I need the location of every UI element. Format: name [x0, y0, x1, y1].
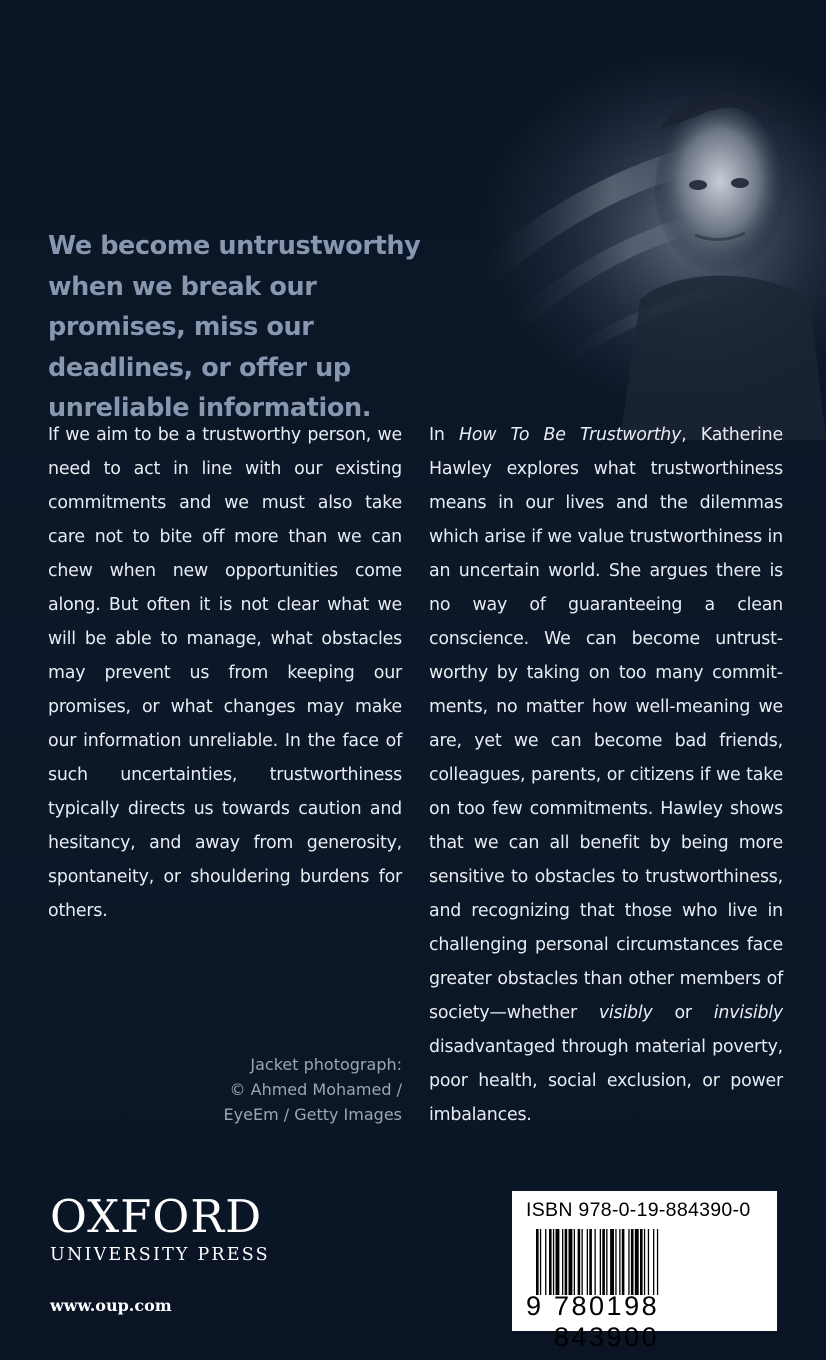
description-right-column: In How To Be Trustworthy, Katherine Hawley explores what trustworthiness means in our lives and the dilemmas which arise if we value trustworthiness in an uncertain world. She argues there is no way of guaranteeing a clean conscience. We can become untrustworthy by taking on too many commitments, no matter how well-meaning we are, yet we can become bad friends, colleagues, parents, or citizens if we take on too few commitments. Hawley shows that we can all benefit by being more sensitive to obstacles to trustworthiness, and recognizing that those who live in challenging personal circumstances face greater obstacles than other members of society—whether visibly or invisibly disadvantaged through material poverty, poor health, social exclusion, or power imbalances. [429, 425, 784, 1125]
description-left-column: If we aim to be a trustworthy person, we need to act in line with our existing commitments and we must also take care not to bite off more than we can chew when new opportunities come along. But often it is not clear what we will be able to manage, what obstacles may prevent us from keeping our promises, or what changes may make our information unreliable. In the face of such uncertainties, trustworthiness typically directs us towards caution and hesitancy, and away from generosity, spontaneity, or shouldering burdens for others. [48, 425, 402, 921]
pull-quote: We become untrustworthy when we break our promises, miss our deadlines, or offer up unreliable information. [48, 231, 421, 423]
publisher-name: OXFORD [50, 1190, 263, 1243]
barcode-bars [536, 1229, 756, 1295]
emphasis-visibly: visibly [598, 1003, 653, 1023]
publisher-subtitle: UNIVERSITY PRESS [50, 1245, 270, 1265]
isbn-barcode: ISBN 978-0-19-884390-0 9 780198 843900 [512, 1191, 777, 1331]
jacket-photograph [430, 40, 826, 440]
photo-credit: Jacket photograph: © Ahmed Mohamed / EyeEm / Getty Images [223, 1055, 402, 1124]
isbn-label: ISBN 978-0-19-884390-0 [526, 1199, 751, 1221]
publisher-url: www.oup.com [50, 1296, 172, 1315]
emphasis-invisibly: invisibly [713, 1003, 784, 1023]
publisher-logo [50, 1190, 270, 1265]
book-title: How To Be Trustworthy [458, 425, 682, 445]
